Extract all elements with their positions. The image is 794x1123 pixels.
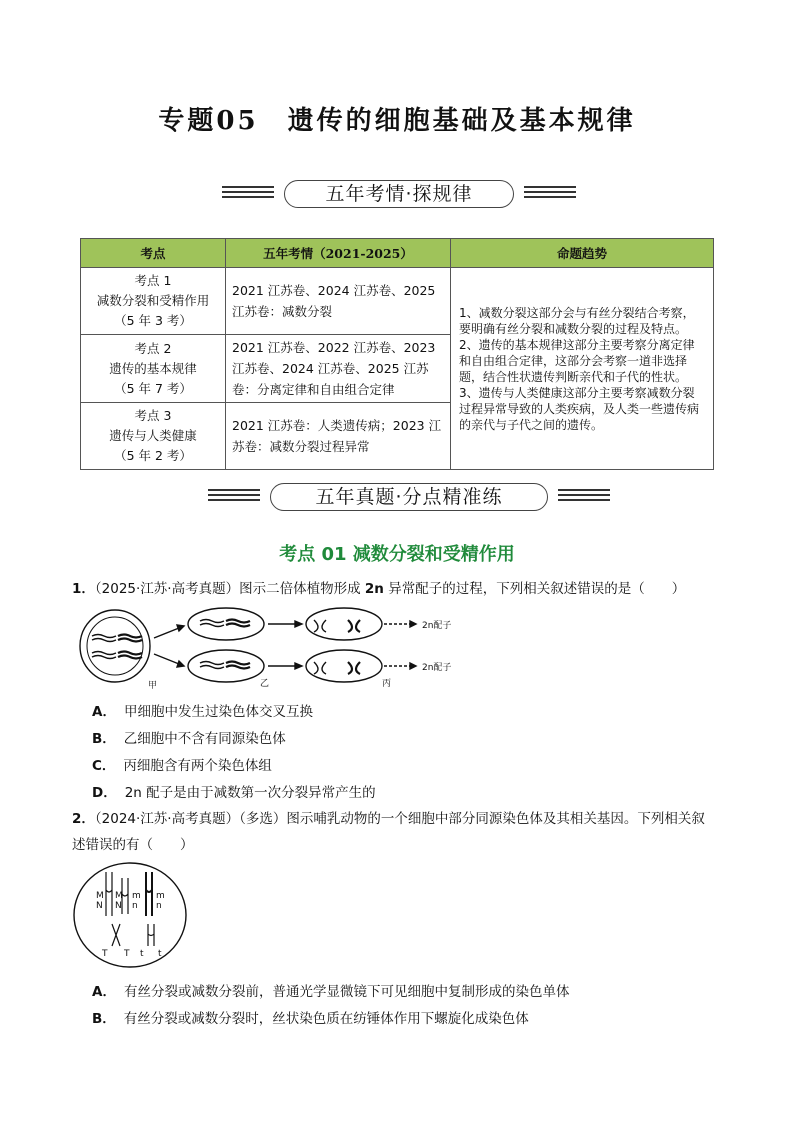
- years-cell-1: 2021 江苏卷、2024 江苏卷、2025 江苏卷：减数分裂: [226, 268, 451, 335]
- chromosome-diagram: [72, 860, 190, 970]
- banner-exam-overview: [0, 180, 794, 210]
- gene-M: M: [96, 891, 104, 901]
- banner-label: 五年真题·分点精准练: [270, 483, 548, 511]
- stem-text: 述错误的有（ ）: [72, 837, 194, 853]
- option-a[interactable]: [92, 700, 732, 720]
- option-b[interactable]: [92, 727, 732, 747]
- question-2-stem: [72, 806, 722, 858]
- option-c[interactable]: [92, 754, 732, 774]
- option-text: 丙细胞含有两个染色体组: [123, 758, 272, 774]
- banner-left-lines: [222, 186, 274, 201]
- option-text: 有丝分裂或减数分裂前，普通光学显微镜下可见细胞中复制形成的染色单体: [123, 984, 570, 1000]
- kp-name: 遗传的基本规律: [109, 360, 197, 376]
- trend-cell: [451, 268, 714, 470]
- gene-m: m: [156, 891, 165, 901]
- section-title: 考点 01 减数分裂和受精作用: [279, 544, 515, 565]
- meiosis-diagram: [78, 606, 478, 690]
- option-d[interactable]: [92, 781, 732, 801]
- label-bing: 丙: [382, 679, 392, 689]
- stem-bold: 2n: [364, 581, 384, 597]
- label-jia: 甲: [148, 681, 158, 690]
- years-cell-2: 2021 江苏卷、2022 江苏卷、2023 江苏卷、2024 江苏卷、2025 江苏卷：分离定律和自由组合定律: [226, 335, 451, 403]
- option-letter: A．: [92, 984, 116, 1000]
- cell-jia: [80, 610, 150, 682]
- option-b[interactable]: [92, 1007, 732, 1027]
- kp-count: （5 年 2 考）: [114, 448, 192, 463]
- gene-T: T: [124, 949, 130, 959]
- option-text: 甲细胞中发生过染色体交叉互换: [123, 704, 313, 720]
- question-1-stem: [72, 576, 722, 602]
- label-yi: 乙: [260, 679, 270, 689]
- option-letter: D．: [92, 785, 117, 801]
- gene-t: t: [140, 949, 144, 959]
- gamete-label-lower: 2n配子: [422, 663, 452, 673]
- gamete-label-upper: 2n配子: [422, 621, 452, 631]
- question-source: （2024·江苏·高考真题）: [94, 811, 240, 827]
- trend-item-2: 2、遗传的基本规律这部分主要考察分离定律和自由组合定律，这部分会考察一道非选择题，结合性状遗传判断亲代和子代的性状。: [459, 337, 695, 384]
- kp-cell-2: [81, 335, 226, 403]
- kp-number: 考点 1: [134, 273, 172, 288]
- exam-trend-table: [80, 238, 714, 470]
- gene-n: n: [156, 901, 162, 911]
- banner-label: 五年考情·探规律: [284, 180, 514, 208]
- table-row: [81, 268, 714, 335]
- kp-cell-3: [81, 403, 226, 470]
- header-trend: 命题趋势: [451, 239, 714, 268]
- option-text: 乙细胞中不含有同源染色体: [123, 731, 286, 747]
- stem-text: 异常配子的过程，下列相关叙述错误的是（ ）: [383, 581, 686, 597]
- gene-N: N: [96, 901, 103, 911]
- banner-practice: [0, 483, 794, 513]
- stem-text: 图示二倍体植物形成: [239, 581, 365, 597]
- question-number: 1．: [72, 581, 95, 597]
- kp-count: （5 年 7 考）: [114, 380, 192, 396]
- option-text: 有丝分裂或减数分裂时，丝状染色质在纺锤体作用下螺旋化成染色体: [123, 1011, 529, 1027]
- question-source: （2025·江苏·高考真题）: [94, 581, 240, 597]
- kp-name: 遗传与人类健康: [109, 428, 197, 443]
- banner-left-lines: [208, 489, 260, 504]
- gene-n: n: [132, 901, 138, 911]
- option-letter: B．: [92, 1011, 116, 1027]
- gene-T: T: [102, 949, 108, 959]
- kp-cell-1: [81, 268, 226, 335]
- option-letter: A．: [92, 704, 116, 720]
- gene-m: m: [132, 891, 141, 901]
- trend-item-1: 1、减数分裂这部分会与有丝分裂结合考察，要明确有丝分裂和减数分裂的过程及特点。: [459, 305, 695, 336]
- option-letter: C．: [92, 758, 116, 774]
- document-title: 专题05 遗传的细胞基础及基本规律: [158, 106, 636, 136]
- header-kaodian: 考点: [81, 239, 226, 268]
- kp-name: 减数分裂和受精作用: [96, 293, 210, 308]
- option-text: 2n 配子是由于减数第一次分裂异常产生的: [124, 785, 376, 801]
- stem-text: （多选）图示哺乳动物的一个细胞中部分同源染色体及其相关基因。下列相关叙: [239, 811, 705, 827]
- option-letter: B．: [92, 731, 116, 747]
- gene-N: N: [115, 901, 122, 911]
- option-a[interactable]: [92, 980, 732, 1000]
- banner-right-lines: [558, 489, 610, 504]
- gene-t: t: [158, 949, 162, 959]
- table-header-row: [81, 239, 714, 268]
- kp-count: （5 年 3 考）: [114, 313, 192, 328]
- banner-right-lines: [524, 186, 576, 201]
- question-number: 2．: [72, 811, 95, 827]
- gene-M: M: [115, 891, 123, 901]
- header-years: 五年考情（2021-2025）: [226, 239, 451, 268]
- years-cell-3: 2021 江苏卷：人类遗传病；2023 江苏卷：减数分裂过程异常: [226, 403, 451, 470]
- kp-number: 考点 3: [134, 408, 172, 423]
- kp-number: 考点 2: [134, 340, 172, 356]
- trend-item-3: 3、遗传与人类健康这部分主要考察减数分裂过程异常导致的人类疾病，及人类一些遗传病的亲代与子代之间的遗传。: [459, 385, 700, 432]
